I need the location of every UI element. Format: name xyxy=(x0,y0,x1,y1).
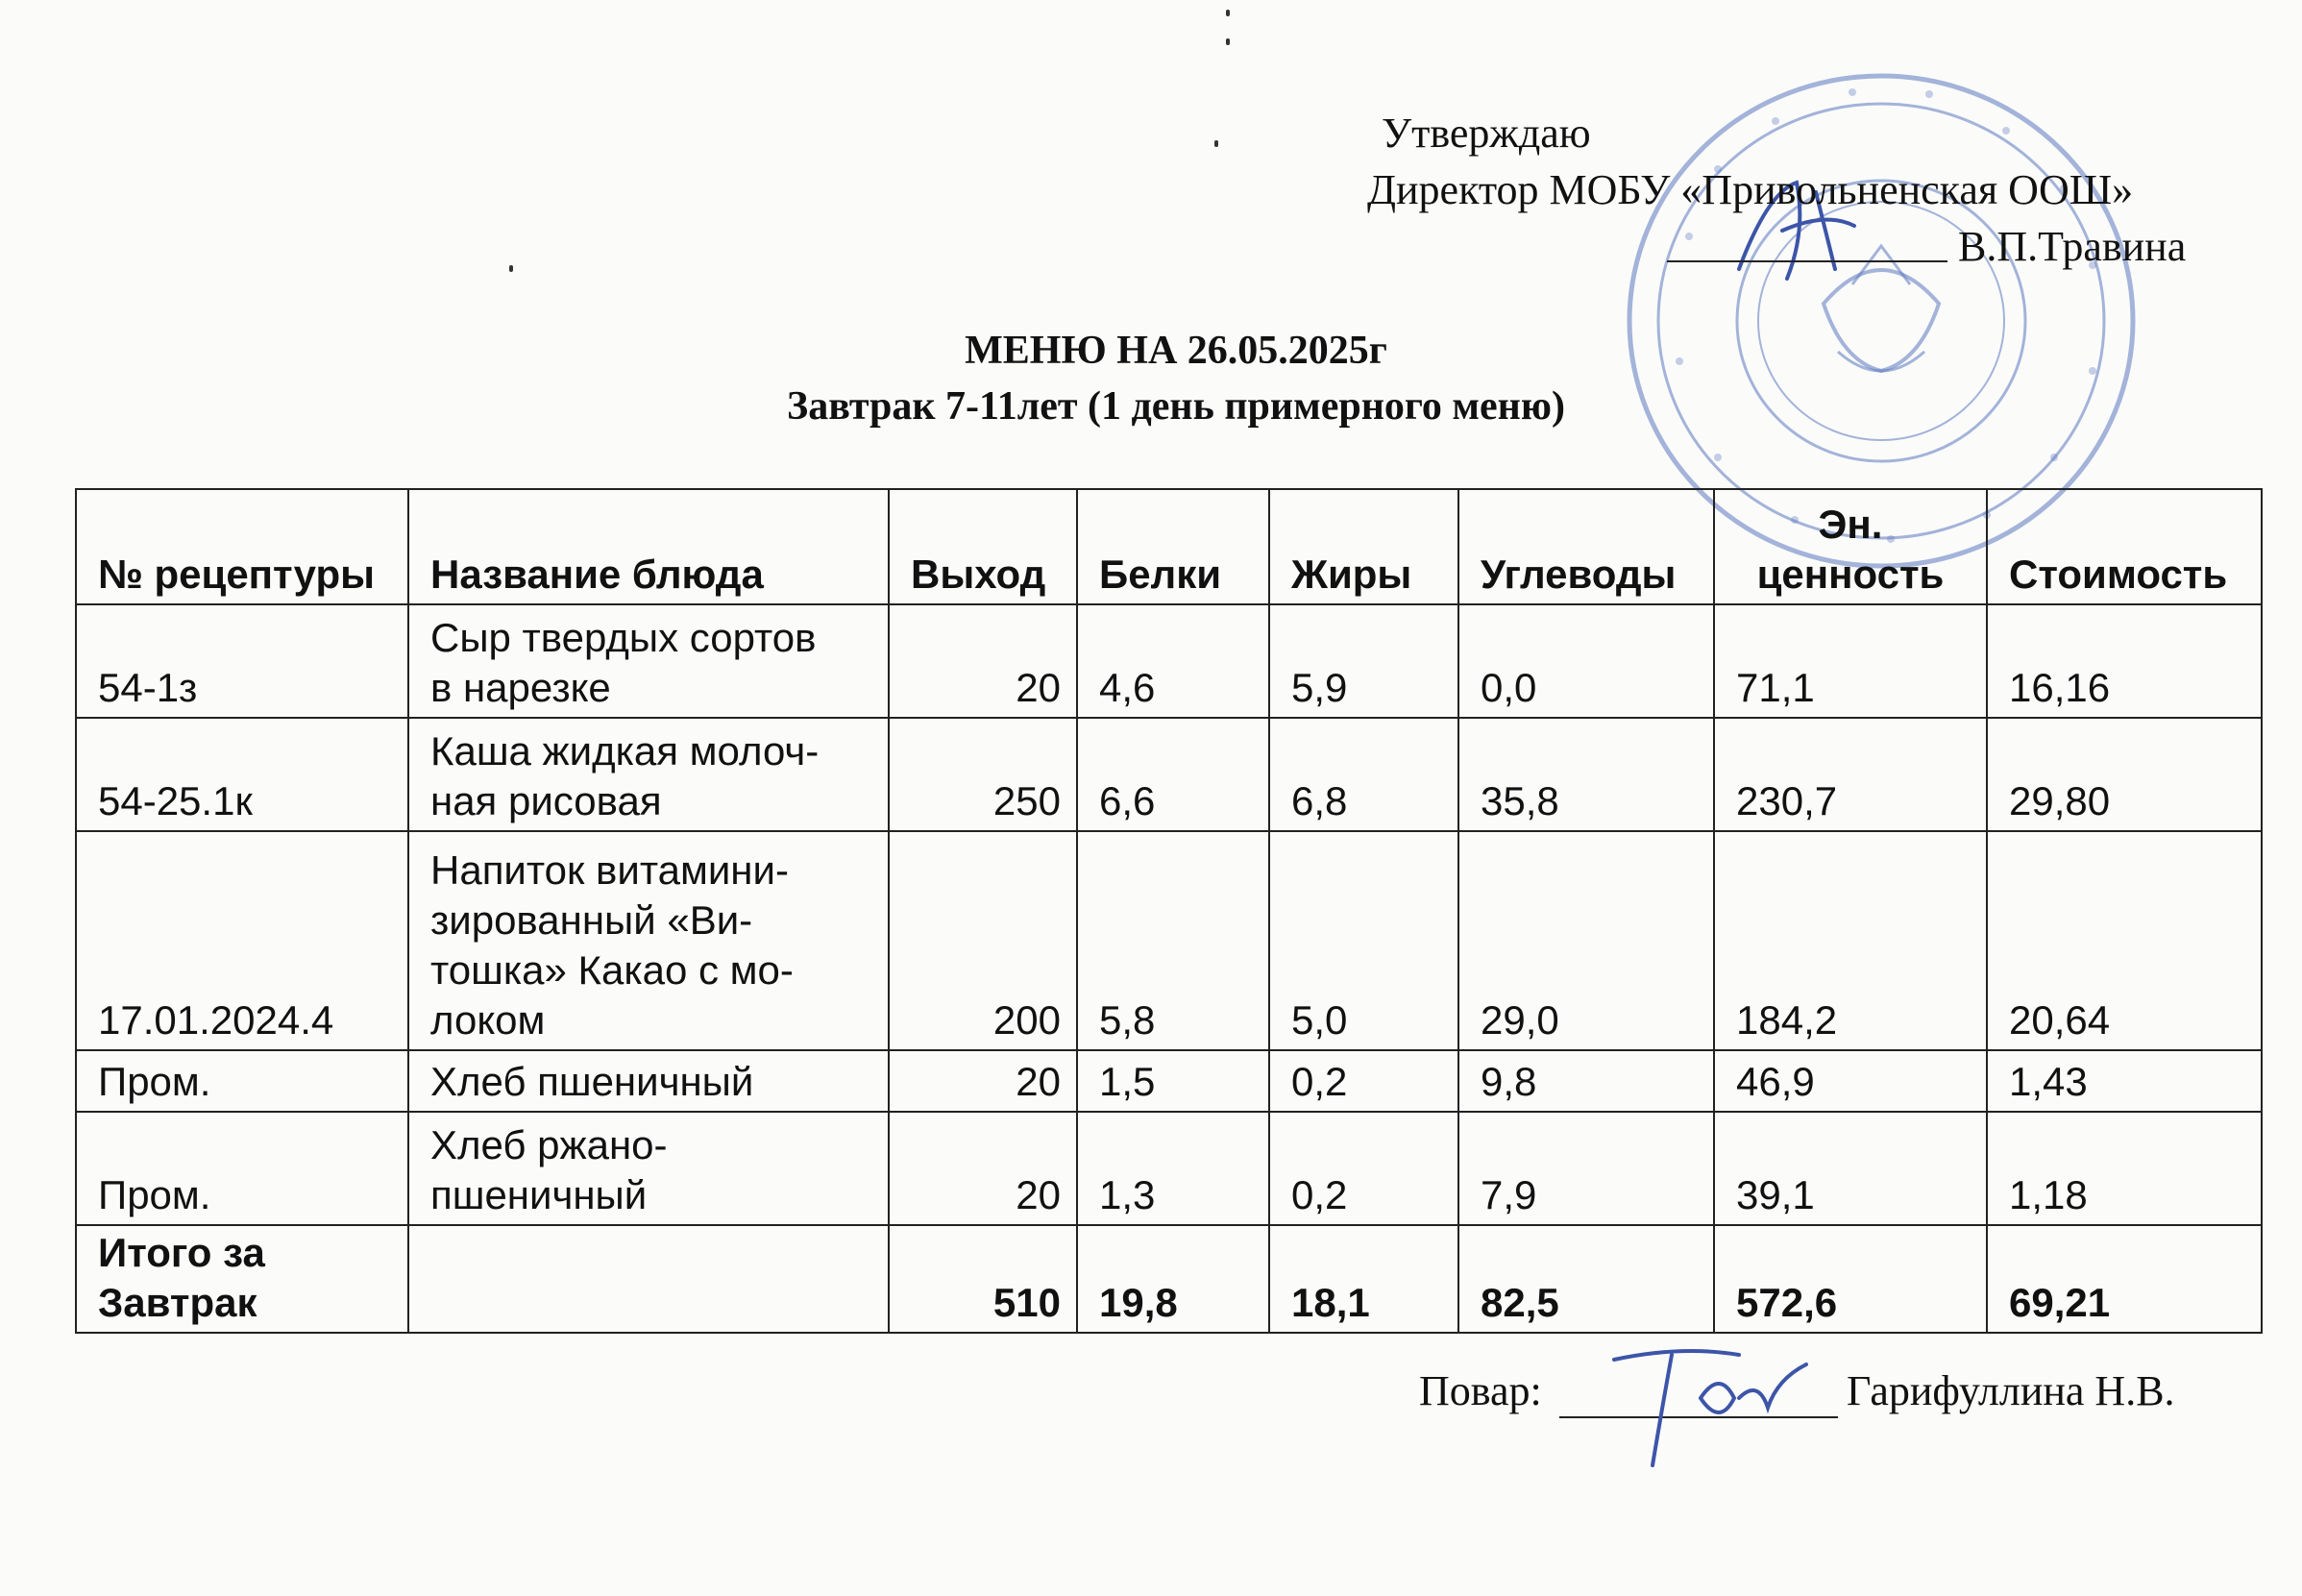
dish-name-line: тошка» Какао с мо- xyxy=(430,947,794,993)
table-row xyxy=(76,1050,2262,1112)
cell-protein: 5,8 xyxy=(1077,831,1269,1050)
scan-speck xyxy=(1226,10,1230,16)
cell-carbs: 7,9 xyxy=(1458,1112,1714,1225)
cell-recipe: Пром. xyxy=(76,1050,408,1112)
cell-cost: 29,80 xyxy=(1987,718,2262,831)
scan-speck xyxy=(1214,140,1218,147)
header-recipe: № рецептуры xyxy=(76,489,408,604)
total-row xyxy=(76,1225,2262,1333)
cell-yield: 20 xyxy=(889,1112,1077,1225)
cell-energy: 46,9 xyxy=(1714,1050,1987,1112)
total-label xyxy=(76,1225,408,1333)
cell-energy: 39,1 xyxy=(1714,1112,1987,1225)
approval-signature-line xyxy=(1667,260,1947,262)
dish-name-line: Напиток витамини- xyxy=(430,847,789,893)
cell-dish xyxy=(408,1112,889,1225)
cell-protein: 1,3 xyxy=(1077,1112,1269,1225)
header-energy-line1: Эн. xyxy=(1818,502,1883,547)
cell-cost: 16,16 xyxy=(1987,604,2262,718)
cell-energy: 184,2 xyxy=(1714,831,1987,1050)
cell-recipe: Пром. xyxy=(76,1112,408,1225)
approval-title: Утверждаю xyxy=(1382,110,1591,157)
cell-recipe: 54-25.1к xyxy=(76,718,408,831)
total-cost: 69,21 xyxy=(1987,1225,2262,1333)
cell-dish xyxy=(408,718,889,831)
scan-speck xyxy=(509,265,513,272)
cell-dish xyxy=(408,604,889,718)
cell-dish xyxy=(408,1050,889,1112)
approval-name: В.П.Травина xyxy=(1958,223,2187,270)
cell-protein: 6,6 xyxy=(1077,718,1269,831)
cook-name: Гарифуллина Н.В. xyxy=(1847,1367,2175,1414)
cell-cost: 1,43 xyxy=(1987,1050,2262,1112)
dish-name-line: пшеничный xyxy=(430,1172,648,1217)
total-label-line1: Итого за xyxy=(98,1230,265,1275)
header-yield: Выход xyxy=(889,489,1077,604)
dish-name-line: ная рисовая xyxy=(430,778,662,823)
cell-carbs: 9,8 xyxy=(1458,1050,1714,1112)
cell-dish xyxy=(408,831,889,1050)
cell-recipe: 17.01.2024.4 xyxy=(76,831,408,1050)
cell-fat: 6,8 xyxy=(1269,718,1458,831)
dish-name-line: Хлеб ржано- xyxy=(430,1122,668,1167)
total-yield: 510 xyxy=(889,1225,1077,1333)
cell-fat: 5,9 xyxy=(1269,604,1458,718)
dish-name-line: Каша жидкая молоч- xyxy=(430,728,820,773)
cell-fat: 0,2 xyxy=(1269,1050,1458,1112)
dish-name-line: Сыр твердых сортов xyxy=(430,615,817,660)
cook-signature-line xyxy=(1559,1416,1838,1418)
dish-name-line: в нарезке xyxy=(430,665,611,710)
cell-energy: 71,1 xyxy=(1714,604,1987,718)
cell-protein: 1,5 xyxy=(1077,1050,1269,1112)
cell-carbs: 29,0 xyxy=(1458,831,1714,1050)
cook-signature xyxy=(1595,1331,1825,1475)
header-dish: Название блюда xyxy=(408,489,889,604)
table-row xyxy=(76,1112,2262,1225)
approval-position: Директор МОБУ «Привольненская ООШ» xyxy=(1367,166,2134,213)
cell-recipe: 54-1з xyxy=(76,604,408,718)
header-fat: Жиры xyxy=(1269,489,1458,604)
scan-speck xyxy=(1226,38,1230,45)
cell-energy: 230,7 xyxy=(1714,718,1987,831)
cell-carbs: 35,8 xyxy=(1458,718,1714,831)
cell-yield: 20 xyxy=(889,604,1077,718)
header-energy-line2: ценность xyxy=(1756,552,1945,597)
total-carbs: 82,5 xyxy=(1458,1225,1714,1333)
header-protein: Белки xyxy=(1077,489,1269,604)
total-dish-empty xyxy=(408,1225,889,1333)
cell-yield: 250 xyxy=(889,718,1077,831)
cell-cost: 1,18 xyxy=(1987,1112,2262,1225)
menu-subtitle: Завтрак 7-11лет (1 день примерного меню) xyxy=(787,384,1565,429)
cell-cost: 20,64 xyxy=(1987,831,2262,1050)
total-energy: 572,6 xyxy=(1714,1225,1987,1333)
menu-table xyxy=(75,488,2263,1334)
cell-carbs: 0,0 xyxy=(1458,604,1714,718)
dish-name-line: Хлеб пшеничный xyxy=(430,1059,754,1104)
menu-table-body xyxy=(76,604,2262,1225)
cook-label: Повар: xyxy=(1419,1367,1542,1414)
total-label-line2: Завтрак xyxy=(98,1280,257,1325)
header-cost: Стоимость xyxy=(1987,489,2262,604)
table-row xyxy=(76,718,2262,831)
header-energy xyxy=(1714,489,1987,604)
cell-yield: 20 xyxy=(889,1050,1077,1112)
header-carbs: Углеводы xyxy=(1458,489,1714,604)
menu-title: МЕНЮ НА 26.05.2025г xyxy=(965,329,1387,373)
cell-fat: 5,0 xyxy=(1269,831,1458,1050)
table-row xyxy=(76,831,2262,1050)
cell-fat: 0,2 xyxy=(1269,1112,1458,1225)
table-row xyxy=(76,604,2262,718)
cell-protein: 4,6 xyxy=(1077,604,1269,718)
total-protein: 19,8 xyxy=(1077,1225,1269,1333)
cell-yield: 200 xyxy=(889,831,1077,1050)
total-fat: 18,1 xyxy=(1269,1225,1458,1333)
table-header-row xyxy=(76,489,2262,604)
dish-name-line: зированный «Ви- xyxy=(430,897,753,943)
dish-name-line: локом xyxy=(430,997,546,1043)
